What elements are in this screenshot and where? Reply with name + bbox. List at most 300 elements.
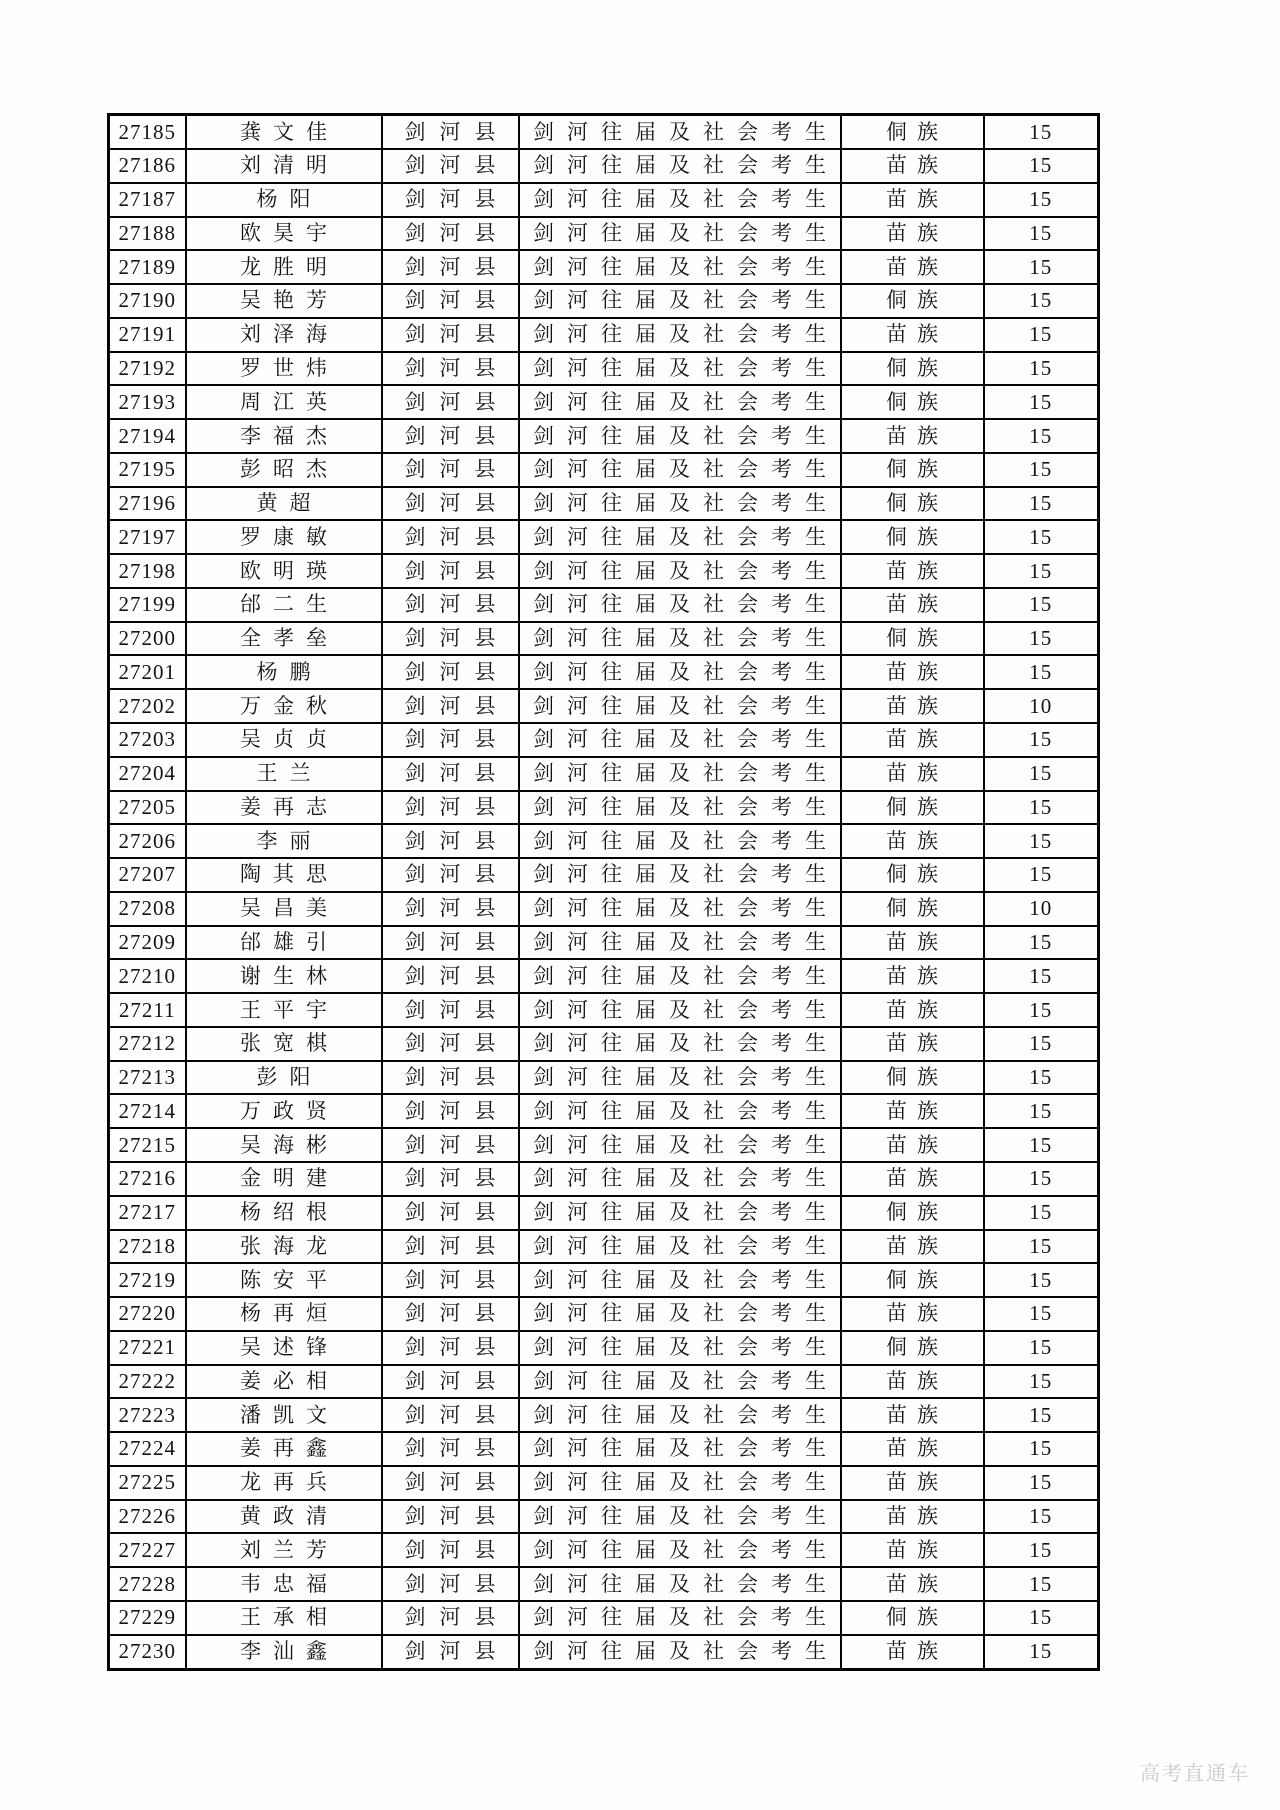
cell-category: 剑河往届及社会考生 (519, 1500, 841, 1534)
cell-id: 27187 (109, 183, 186, 217)
cell-category: 剑河往届及社会考生 (519, 419, 841, 453)
cell-category: 剑河往届及社会考生 (519, 1128, 841, 1162)
cell-county: 剑河县 (382, 419, 519, 453)
cell-name: 龚文佳 (186, 115, 382, 150)
table-row (109, 1398, 1099, 1432)
cell-county: 剑河县 (382, 318, 519, 352)
table-row (109, 1297, 1099, 1331)
table-row (109, 554, 1099, 588)
cell-ethnicity: 苗族 (841, 318, 984, 352)
cell-category: 剑河往届及社会考生 (519, 352, 841, 386)
cell-ethnicity: 苗族 (841, 149, 984, 183)
cell-id: 27230 (109, 1635, 186, 1670)
cell-name: 黄超 (186, 487, 382, 521)
cell-name: 万金秋 (186, 689, 382, 723)
cell-county: 剑河县 (382, 1365, 519, 1399)
cell-category: 剑河往届及社会考生 (519, 723, 841, 757)
cell-ethnicity: 苗族 (841, 1094, 984, 1128)
cell-category: 剑河往届及社会考生 (519, 487, 841, 521)
table-row (109, 1635, 1099, 1670)
cell-score: 15 (984, 757, 1099, 791)
cell-id: 27206 (109, 824, 186, 858)
cell-score: 15 (984, 993, 1099, 1027)
cell-id: 27196 (109, 487, 186, 521)
cell-name: 刘泽海 (186, 318, 382, 352)
cell-county: 剑河县 (382, 115, 519, 150)
cell-id: 27192 (109, 352, 186, 386)
cell-county: 剑河县 (382, 1230, 519, 1264)
cell-id: 27186 (109, 149, 186, 183)
cell-county: 剑河县 (382, 1027, 519, 1061)
cell-ethnicity: 侗族 (841, 892, 984, 926)
cell-name: 谢生林 (186, 959, 382, 993)
table-row (109, 655, 1099, 689)
cell-ethnicity: 侗族 (841, 385, 984, 419)
cell-id: 27213 (109, 1061, 186, 1095)
cell-id: 27215 (109, 1128, 186, 1162)
cell-category: 剑河往届及社会考生 (519, 1365, 841, 1399)
cell-category: 剑河往届及社会考生 (519, 1027, 841, 1061)
table-row (109, 520, 1099, 554)
cell-name: 吴贞贞 (186, 723, 382, 757)
cell-id: 27224 (109, 1432, 186, 1466)
cell-name: 龙再兵 (186, 1466, 382, 1500)
cell-name: 刘兰芳 (186, 1533, 382, 1567)
cell-name: 全孝垒 (186, 622, 382, 656)
cell-ethnicity: 苗族 (841, 1432, 984, 1466)
cell-category: 剑河往届及社会考生 (519, 824, 841, 858)
cell-category: 剑河往届及社会考生 (519, 284, 841, 318)
cell-score: 15 (984, 723, 1099, 757)
cell-id: 27228 (109, 1567, 186, 1601)
cell-category: 剑河往届及社会考生 (519, 115, 841, 150)
cell-category: 剑河往届及社会考生 (519, 791, 841, 825)
cell-county: 剑河县 (382, 926, 519, 960)
cell-category: 剑河往届及社会考生 (519, 858, 841, 892)
cell-category: 剑河往届及社会考生 (519, 250, 841, 284)
table-row (109, 993, 1099, 1027)
cell-name: 万政贤 (186, 1094, 382, 1128)
table-row (109, 1263, 1099, 1297)
table-row (109, 824, 1099, 858)
cell-county: 剑河县 (382, 217, 519, 251)
table-row (109, 588, 1099, 622)
table-row (109, 115, 1099, 150)
cell-county: 剑河县 (382, 1094, 519, 1128)
cell-category: 剑河往届及社会考生 (519, 1601, 841, 1635)
cell-id: 27200 (109, 622, 186, 656)
cell-score: 15 (984, 858, 1099, 892)
cell-id: 27194 (109, 419, 186, 453)
cell-ethnicity: 侗族 (841, 1061, 984, 1095)
table-row (109, 1601, 1099, 1635)
table-row (109, 385, 1099, 419)
cell-ethnicity: 苗族 (841, 1533, 984, 1567)
table-row (109, 689, 1099, 723)
cell-score: 15 (984, 250, 1099, 284)
table-row (109, 892, 1099, 926)
cell-ethnicity: 苗族 (841, 1027, 984, 1061)
cell-id: 27227 (109, 1533, 186, 1567)
cell-county: 剑河县 (382, 1162, 519, 1196)
table-row (109, 791, 1099, 825)
cell-score: 15 (984, 453, 1099, 487)
cell-county: 剑河县 (382, 1263, 519, 1297)
cell-ethnicity: 苗族 (841, 723, 984, 757)
cell-county: 剑河县 (382, 655, 519, 689)
cell-ethnicity: 苗族 (841, 250, 984, 284)
cell-name: 彭阳 (186, 1061, 382, 1095)
cell-category: 剑河往届及社会考生 (519, 926, 841, 960)
cell-category: 剑河往届及社会考生 (519, 554, 841, 588)
cell-ethnicity: 苗族 (841, 824, 984, 858)
cell-county: 剑河县 (382, 791, 519, 825)
cell-id: 27195 (109, 453, 186, 487)
cell-id: 27204 (109, 757, 186, 791)
cell-name: 邰二生 (186, 588, 382, 622)
cell-id: 27208 (109, 892, 186, 926)
cell-category: 剑河往届及社会考生 (519, 183, 841, 217)
table-row (109, 217, 1099, 251)
cell-score: 15 (984, 1230, 1099, 1264)
cell-ethnicity: 苗族 (841, 1365, 984, 1399)
cell-ethnicity: 苗族 (841, 1635, 984, 1670)
cell-name: 罗康敏 (186, 520, 382, 554)
cell-score: 15 (984, 1331, 1099, 1365)
cell-score: 15 (984, 318, 1099, 352)
table-row (109, 1533, 1099, 1567)
cell-name: 张宽棋 (186, 1027, 382, 1061)
cell-ethnicity: 苗族 (841, 554, 984, 588)
cell-category: 剑河往届及社会考生 (519, 217, 841, 251)
cell-score: 15 (984, 1432, 1099, 1466)
cell-category: 剑河往届及社会考生 (519, 757, 841, 791)
cell-ethnicity: 苗族 (841, 1500, 984, 1534)
cell-ethnicity: 苗族 (841, 183, 984, 217)
cell-county: 剑河县 (382, 689, 519, 723)
cell-score: 15 (984, 419, 1099, 453)
cell-score: 15 (984, 183, 1099, 217)
cell-name: 杨鹏 (186, 655, 382, 689)
cell-score: 15 (984, 1027, 1099, 1061)
table-row (109, 487, 1099, 521)
cell-name: 杨再烜 (186, 1297, 382, 1331)
cell-county: 剑河县 (382, 757, 519, 791)
cell-county: 剑河县 (382, 352, 519, 386)
cell-name: 罗世炜 (186, 352, 382, 386)
cell-name: 王兰 (186, 757, 382, 791)
cell-score: 15 (984, 1128, 1099, 1162)
cell-id: 27214 (109, 1094, 186, 1128)
cell-name: 吴昌美 (186, 892, 382, 926)
cell-score: 15 (984, 115, 1099, 150)
cell-county: 剑河县 (382, 284, 519, 318)
cell-county: 剑河县 (382, 149, 519, 183)
table-row (109, 926, 1099, 960)
table-body (109, 115, 1099, 1670)
cell-county: 剑河县 (382, 723, 519, 757)
cell-ethnicity: 侗族 (841, 858, 984, 892)
cell-county: 剑河县 (382, 183, 519, 217)
cell-id: 27188 (109, 217, 186, 251)
table-row (109, 858, 1099, 892)
cell-county: 剑河县 (382, 1196, 519, 1230)
cell-category: 剑河往届及社会考生 (519, 1196, 841, 1230)
cell-category: 剑河往届及社会考生 (519, 1230, 841, 1264)
cell-category: 剑河往届及社会考生 (519, 385, 841, 419)
cell-score: 15 (984, 655, 1099, 689)
cell-score: 15 (984, 487, 1099, 521)
cell-county: 剑河县 (382, 1061, 519, 1095)
cell-category: 剑河往届及社会考生 (519, 1263, 841, 1297)
table-row (109, 1094, 1099, 1128)
table-row (109, 284, 1099, 318)
cell-ethnicity: 苗族 (841, 588, 984, 622)
cell-id: 27198 (109, 554, 186, 588)
cell-id: 27193 (109, 385, 186, 419)
cell-id: 27199 (109, 588, 186, 622)
cell-category: 剑河往届及社会考生 (519, 1567, 841, 1601)
cell-id: 27210 (109, 959, 186, 993)
cell-category: 剑河往届及社会考生 (519, 318, 841, 352)
table-row (109, 723, 1099, 757)
cell-score: 10 (984, 689, 1099, 723)
cell-name: 黄政清 (186, 1500, 382, 1534)
cell-id: 27190 (109, 284, 186, 318)
cell-county: 剑河县 (382, 588, 519, 622)
table-row (109, 453, 1099, 487)
cell-county: 剑河县 (382, 959, 519, 993)
cell-score: 15 (984, 588, 1099, 622)
cell-category: 剑河往届及社会考生 (519, 689, 841, 723)
cell-category: 剑河往届及社会考生 (519, 1432, 841, 1466)
table-row (109, 1027, 1099, 1061)
cell-score: 15 (984, 385, 1099, 419)
cell-id: 27211 (109, 993, 186, 1027)
cell-score: 15 (984, 217, 1099, 251)
cell-ethnicity: 苗族 (841, 689, 984, 723)
cell-id: 27226 (109, 1500, 186, 1534)
cell-score: 15 (984, 520, 1099, 554)
cell-score: 15 (984, 1567, 1099, 1601)
cell-name: 金明建 (186, 1162, 382, 1196)
cell-id: 27201 (109, 655, 186, 689)
cell-county: 剑河县 (382, 1398, 519, 1432)
cell-name: 陶其思 (186, 858, 382, 892)
table-row (109, 318, 1099, 352)
cell-county: 剑河县 (382, 1432, 519, 1466)
table-row (109, 149, 1099, 183)
table-row (109, 1128, 1099, 1162)
cell-id: 27205 (109, 791, 186, 825)
cell-county: 剑河县 (382, 250, 519, 284)
cell-county: 剑河县 (382, 892, 519, 926)
cell-name: 吴海彬 (186, 1128, 382, 1162)
table-row (109, 250, 1099, 284)
cell-score: 15 (984, 1398, 1099, 1432)
cell-ethnicity: 苗族 (841, 1297, 984, 1331)
cell-id: 27225 (109, 1466, 186, 1500)
cell-county: 剑河县 (382, 824, 519, 858)
cell-id: 27221 (109, 1331, 186, 1365)
cell-ethnicity: 侗族 (841, 791, 984, 825)
cell-name: 韦忠福 (186, 1567, 382, 1601)
cell-county: 剑河县 (382, 385, 519, 419)
cell-score: 15 (984, 926, 1099, 960)
cell-county: 剑河县 (382, 1466, 519, 1500)
cell-name: 陈安平 (186, 1263, 382, 1297)
cell-id: 27202 (109, 689, 186, 723)
cell-ethnicity: 苗族 (841, 757, 984, 791)
cell-name: 潘凯文 (186, 1398, 382, 1432)
table-row (109, 1500, 1099, 1534)
table-row (109, 419, 1099, 453)
cell-id: 27229 (109, 1601, 186, 1635)
cell-county: 剑河县 (382, 1635, 519, 1670)
table-row (109, 1432, 1099, 1466)
cell-name: 吴艳芳 (186, 284, 382, 318)
table-row (109, 1567, 1099, 1601)
cell-ethnicity: 侗族 (841, 115, 984, 150)
cell-id: 27219 (109, 1263, 186, 1297)
cell-county: 剑河县 (382, 554, 519, 588)
cell-ethnicity: 苗族 (841, 1398, 984, 1432)
cell-id: 27217 (109, 1196, 186, 1230)
cell-category: 剑河往届及社会考生 (519, 892, 841, 926)
cell-name: 王承相 (186, 1601, 382, 1635)
cell-score: 15 (984, 1466, 1099, 1500)
table-row (109, 1162, 1099, 1196)
cell-score: 15 (984, 284, 1099, 318)
cell-category: 剑河往届及社会考生 (519, 149, 841, 183)
cell-score: 15 (984, 1061, 1099, 1095)
table-row (109, 622, 1099, 656)
cell-id: 27189 (109, 250, 186, 284)
cell-ethnicity: 苗族 (841, 655, 984, 689)
cell-ethnicity: 苗族 (841, 993, 984, 1027)
cell-id: 27207 (109, 858, 186, 892)
cell-name: 王平宇 (186, 993, 382, 1027)
cell-ethnicity: 侗族 (841, 352, 984, 386)
cell-score: 15 (984, 1263, 1099, 1297)
cell-ethnicity: 侗族 (841, 1263, 984, 1297)
cell-category: 剑河往届及社会考生 (519, 1331, 841, 1365)
cell-id: 27191 (109, 318, 186, 352)
cell-ethnicity: 苗族 (841, 1128, 984, 1162)
cell-score: 10 (984, 892, 1099, 926)
cell-county: 剑河县 (382, 1533, 519, 1567)
cell-category: 剑河往届及社会考生 (519, 622, 841, 656)
cell-ethnicity: 苗族 (841, 1162, 984, 1196)
cell-county: 剑河县 (382, 1567, 519, 1601)
cell-score: 15 (984, 959, 1099, 993)
cell-county: 剑河县 (382, 1500, 519, 1534)
cell-county: 剑河县 (382, 487, 519, 521)
cell-score: 15 (984, 824, 1099, 858)
cell-score: 15 (984, 149, 1099, 183)
cell-county: 剑河县 (382, 1331, 519, 1365)
cell-id: 27222 (109, 1365, 186, 1399)
cell-id: 27218 (109, 1230, 186, 1264)
cell-category: 剑河往届及社会考生 (519, 993, 841, 1027)
cell-ethnicity: 侗族 (841, 487, 984, 521)
cell-category: 剑河往届及社会考生 (519, 1635, 841, 1670)
cell-county: 剑河县 (382, 993, 519, 1027)
cell-name: 彭昭杰 (186, 453, 382, 487)
cell-score: 15 (984, 1196, 1099, 1230)
cell-ethnicity: 侗族 (841, 1601, 984, 1635)
cell-score: 15 (984, 622, 1099, 656)
cell-county: 剑河县 (382, 1601, 519, 1635)
cell-score: 15 (984, 1500, 1099, 1534)
cell-name: 张海龙 (186, 1230, 382, 1264)
cell-ethnicity: 侗族 (841, 520, 984, 554)
cell-score: 15 (984, 1094, 1099, 1128)
cell-name: 欧明瑛 (186, 554, 382, 588)
cell-ethnicity: 侗族 (841, 1196, 984, 1230)
cell-score: 15 (984, 352, 1099, 386)
cell-category: 剑河往届及社会考生 (519, 1466, 841, 1500)
cell-ethnicity: 苗族 (841, 959, 984, 993)
table-row (109, 1331, 1099, 1365)
table-row (109, 352, 1099, 386)
cell-name: 吴述锋 (186, 1331, 382, 1365)
cell-ethnicity: 侗族 (841, 622, 984, 656)
cell-name: 姜再志 (186, 791, 382, 825)
cell-name: 杨阳 (186, 183, 382, 217)
cell-id: 27220 (109, 1297, 186, 1331)
cell-name: 龙胜明 (186, 250, 382, 284)
cell-category: 剑河往届及社会考生 (519, 1533, 841, 1567)
cell-county: 剑河县 (382, 1297, 519, 1331)
table-row (109, 1196, 1099, 1230)
cell-score: 15 (984, 1533, 1099, 1567)
watermark: 高考直通车 (1140, 1763, 1250, 1785)
cell-ethnicity: 侗族 (841, 284, 984, 318)
cell-ethnicity: 侗族 (841, 1331, 984, 1365)
cell-score: 15 (984, 1635, 1099, 1670)
cell-name: 杨绍根 (186, 1196, 382, 1230)
cell-score: 15 (984, 791, 1099, 825)
cell-name: 李福杰 (186, 419, 382, 453)
cell-category: 剑河往届及社会考生 (519, 588, 841, 622)
cell-category: 剑河往届及社会考生 (519, 655, 841, 689)
table-row (109, 1365, 1099, 1399)
cell-county: 剑河县 (382, 520, 519, 554)
cell-category: 剑河往届及社会考生 (519, 1297, 841, 1331)
cell-county: 剑河县 (382, 622, 519, 656)
cell-name: 周江英 (186, 385, 382, 419)
cell-category: 剑河往届及社会考生 (519, 1094, 841, 1128)
cell-county: 剑河县 (382, 453, 519, 487)
cell-county: 剑河县 (382, 858, 519, 892)
table-row (109, 1230, 1099, 1264)
cell-ethnicity: 苗族 (841, 1466, 984, 1500)
cell-ethnicity: 苗族 (841, 926, 984, 960)
cell-ethnicity: 苗族 (841, 217, 984, 251)
cell-name: 李丽 (186, 824, 382, 858)
cell-category: 剑河往届及社会考生 (519, 1162, 841, 1196)
cell-ethnicity: 苗族 (841, 1567, 984, 1601)
table-row (109, 757, 1099, 791)
cell-name: 李汕鑫 (186, 1635, 382, 1670)
table-row (109, 959, 1099, 993)
cell-category: 剑河往届及社会考生 (519, 520, 841, 554)
cell-name: 姜再鑫 (186, 1432, 382, 1466)
cell-ethnicity: 苗族 (841, 419, 984, 453)
cell-score: 15 (984, 1297, 1099, 1331)
cell-ethnicity: 苗族 (841, 1230, 984, 1264)
